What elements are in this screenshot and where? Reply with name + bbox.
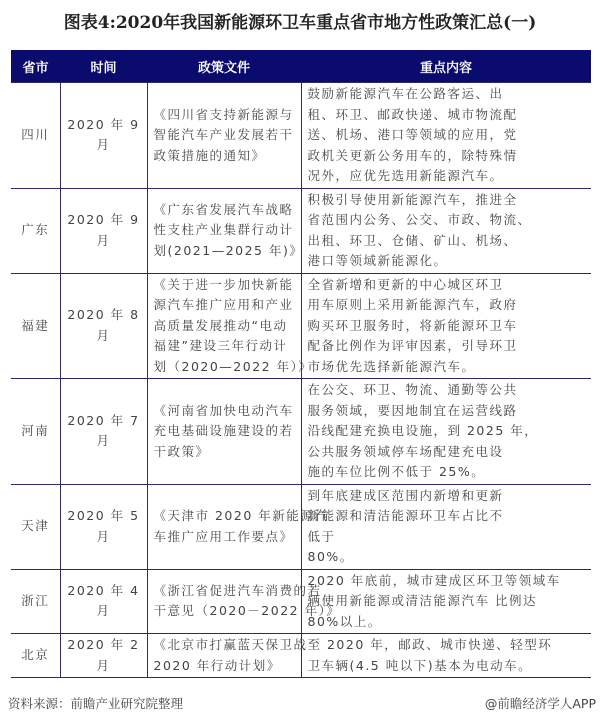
source-note: 资料来源：前瞻产业研究院整理 xyxy=(8,696,184,711)
policy-line: 福建”建设三年行动计 xyxy=(153,338,288,353)
content-line: 用车原则上采用新能源汽车，政府 xyxy=(307,297,518,312)
content-line: 80%以上。 xyxy=(307,613,382,629)
policy-table xyxy=(11,50,591,678)
policy-line: 政策措施的通知》 xyxy=(153,147,266,163)
policy-line: 高质量发展推动“电动 xyxy=(153,317,288,333)
content-line: 到年底建成区范围内新增和更新 xyxy=(307,487,504,503)
table-row xyxy=(11,83,591,189)
content-cell xyxy=(301,273,591,379)
policy-cell xyxy=(147,569,341,634)
province-cell: 广东 xyxy=(11,188,60,273)
content-cell xyxy=(301,379,591,485)
content-line: 送、机场、港口等领域的应用，党 xyxy=(307,127,518,142)
content-line: 购买环卫服务时，将新能源环卫车 xyxy=(307,317,518,333)
policy-line: 车推广应用工作要点》 xyxy=(153,528,294,544)
province-cell: 天津 xyxy=(11,484,60,569)
policy-line: 《北京市打赢蓝天保卫战 xyxy=(153,637,308,652)
date-cell: 2020 年 4 月 xyxy=(60,569,147,634)
content-line: 2020 年底前，城市建成区环卫等领域车 xyxy=(307,572,561,588)
policy-line: 充电基础设施建设的若 xyxy=(153,423,294,438)
policy-line: 《关于进一步加快新能 xyxy=(153,276,294,292)
content-line: 积极引导使用新能源汽车，推进全 xyxy=(307,191,518,207)
table-row xyxy=(11,634,591,678)
content-line: 出租、环卫、仓储、矿山、机场、 xyxy=(307,232,518,248)
content-cell xyxy=(301,634,591,678)
content-line: 沿线配建充换电设施，到 2025 年， xyxy=(307,423,539,438)
content-line: 服务领域，要因地制宜在运营线路 xyxy=(307,402,518,418)
policy-cell xyxy=(147,188,304,273)
content-line: 况外，应优先选用新能源汽车。 xyxy=(307,168,504,183)
policy-line: 划（2020—2022 年）》 xyxy=(153,358,313,374)
content-line: 辆使用新能源或清洁能源汽车 比例达 xyxy=(307,593,537,608)
policy-line: 2020 年行动计划》 xyxy=(153,657,281,673)
content-cell xyxy=(301,569,591,634)
content-cell xyxy=(301,188,591,273)
content-line: 租、环卫、邮政快递、城市物流配 xyxy=(307,106,518,122)
policy-line: 干政策》 xyxy=(153,443,210,459)
date-cell: 2020 年 5 月 xyxy=(60,484,147,569)
table-row xyxy=(11,273,591,379)
date-cell: 2020 年 9 月 xyxy=(60,188,147,273)
content-line: 新能源和清洁能源环卫车占比不 xyxy=(307,508,504,523)
policy-cell xyxy=(147,379,301,485)
date-cell: 2020 年 9 月 xyxy=(60,83,147,189)
content-line: 至 2020 年，邮政、城市快递、轻型环 xyxy=(307,637,553,652)
content-line: 施的车位比例不低于 25%。 xyxy=(307,464,486,479)
policy-line: 《河南省加快电动汽车 xyxy=(153,402,294,418)
province-cell: 福建 xyxy=(11,273,60,379)
policy-line: 《广东省发展汽车战略 xyxy=(153,201,294,217)
policy-cell xyxy=(147,634,308,678)
policy-line: 性支柱产业集群行动计 xyxy=(153,222,294,238)
content-line: 全省新增和更新的中心城区环卫 xyxy=(307,276,504,292)
header-policy: 政策文件 xyxy=(147,50,301,83)
policy-cell xyxy=(147,83,301,189)
policy-cell xyxy=(147,273,313,379)
content-line: 低于 xyxy=(307,528,336,544)
content-line: 鼓励新能源汽车在公路客运、出 xyxy=(307,86,504,101)
date-cell: 2020 年 8 月 xyxy=(60,273,147,379)
policy-line: 干意见（2020－2022 年）》 xyxy=(153,603,341,619)
date-cell: 2020 年 2 月 xyxy=(60,634,147,678)
province-cell: 浙江 xyxy=(11,569,60,634)
province-cell: 河南 xyxy=(11,379,60,485)
content-line: 卫车辆(4.5 吨以下)基本为电动车。 xyxy=(307,657,533,673)
province-cell: 北京 xyxy=(11,634,60,678)
date-cell: 2020 年 7 月 xyxy=(60,379,147,485)
policy-line: 《天津市 2020 年新能源汽 xyxy=(153,508,329,523)
table-row xyxy=(11,569,591,634)
content-line: 在公交、环卫、物流、通勤等公共 xyxy=(307,382,518,397)
policy-line: 智能汽车产业发展若干 xyxy=(153,127,294,142)
table-header xyxy=(11,50,591,83)
content-cell xyxy=(301,83,591,189)
header-content: 重点内容 xyxy=(301,50,591,83)
table-row xyxy=(11,188,591,273)
header-province: 省市 xyxy=(11,50,60,83)
content-line: 公共服务领域停车场配建充电设 xyxy=(307,443,504,459)
content-line: 省范围内公务、公交、市政、物流、 xyxy=(307,212,532,227)
header-date: 时间 xyxy=(60,50,147,83)
page-title: 图表4:2020年我国新能源环卫车重点省市地方性政策汇总(一) xyxy=(63,13,537,33)
table-row xyxy=(11,484,591,569)
policy-line: 划(2021—2025 年)》 xyxy=(153,242,304,258)
content-cell xyxy=(301,484,591,569)
content-line: 配备比例作为评审因素，引导环卫 xyxy=(307,338,518,353)
policy-line: 《浙江省促进汽车消费的若 xyxy=(153,582,322,598)
content-line: 港口等领域新能源化。 xyxy=(307,253,448,268)
content-line: 市场优先选择新能源汽车。 xyxy=(307,358,476,374)
table-row xyxy=(11,379,591,485)
policy-line: 源汽车推广应用和产业 xyxy=(153,297,294,312)
content-line: 80%。 xyxy=(307,549,354,564)
content-line: 政机关更新公务用车的，除特殊情 xyxy=(307,147,518,163)
credit: @前瞻经济学人APP xyxy=(484,696,596,711)
policy-line: 《四川省支持新能源与 xyxy=(153,106,294,122)
province-cell: 四川 xyxy=(11,83,60,189)
